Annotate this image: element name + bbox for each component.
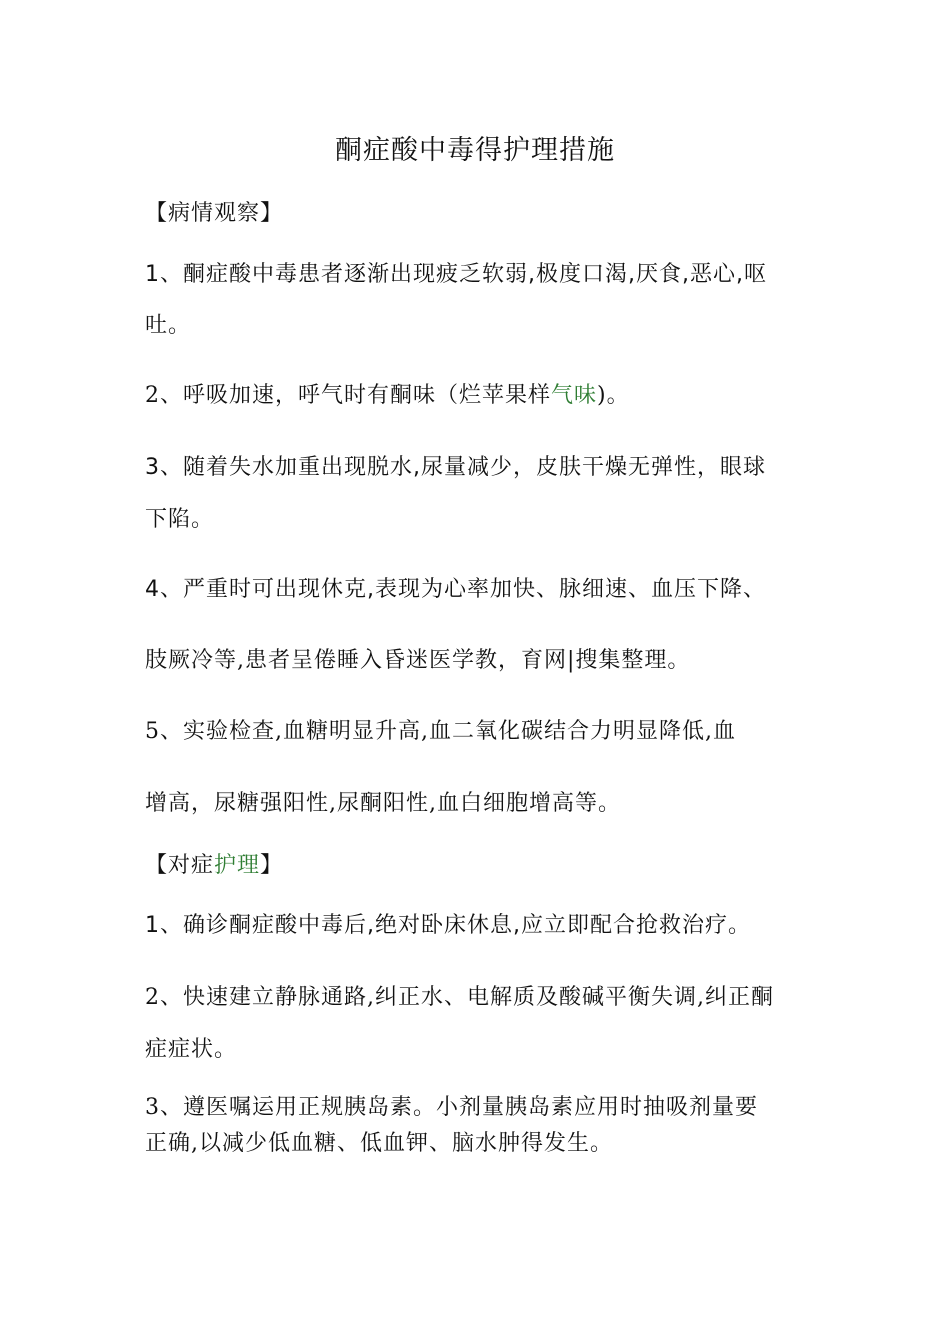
observation-item-3-line-2: 下陷。 bbox=[145, 507, 215, 532]
section-heading-observation: 【病情观察】 bbox=[145, 201, 284, 226]
nursing-item-3-line-1: 3、遵医嘱运用正规胰岛素。小剂量胰岛素应用时抽吸剂量要 bbox=[145, 1095, 758, 1120]
observation-item-3-line-1: 3、随着失水加重出现脱水,尿量减少，皮肤干燥无弹性，眼球 bbox=[145, 455, 766, 480]
nursing-item-3-line-2: 正确,以减少低血糖、低血钾、脑水肿得发生。 bbox=[145, 1131, 613, 1156]
nursing-item-1: 1、确诊酮症酸中毒后,绝对卧床休息,应立即配合抢救治疗。 bbox=[145, 913, 751, 938]
nursing-item-2-line-2: 症症状。 bbox=[145, 1037, 238, 1062]
observation-item-1-line-1: 1、酮症酸中毒患者逐渐出现疲乏软弱,极度口渴,厌食,恶心,呕 bbox=[145, 262, 767, 287]
observation-item-2-text: 2、呼吸加速，呼气时有酮味（烂苹果样 bbox=[145, 383, 551, 408]
observation-item-2-highlight: 气味 bbox=[551, 383, 598, 408]
nursing-heading-end: 】 bbox=[260, 853, 284, 878]
page-title: 酮症酸中毒得护理措施 bbox=[335, 135, 615, 166]
observation-item-2-end: )。 bbox=[597, 383, 630, 408]
nursing-heading-highlight: 护理 bbox=[214, 853, 261, 878]
observation-item-4-line-1: 4、严重时可出现休克,表现为心率加快、脉细速、血压下降、 bbox=[145, 577, 766, 602]
observation-item-2 bbox=[145, 378, 825, 409]
observation-item-5-line-1: 5、实验检查,血糖明显升高,血二氧化碳结合力明显降低,血 bbox=[145, 719, 736, 744]
section-heading-nursing bbox=[145, 848, 825, 879]
nursing-heading-start: 【对症 bbox=[145, 853, 215, 878]
observation-item-4-line-2: 肢厥冷等,患者呈倦睡入昏迷医学教，育网|搜集整理。 bbox=[145, 648, 691, 673]
observation-item-1-line-2: 吐。 bbox=[145, 313, 192, 338]
nursing-item-2-line-1: 2、快速建立静脉通路,纠正水、电解质及酸碱平衡失调,纠正酮 bbox=[145, 985, 774, 1010]
observation-item-5-line-2: 增高，尿糖强阳性,尿酮阳性,血白细胞增高等。 bbox=[145, 791, 621, 816]
